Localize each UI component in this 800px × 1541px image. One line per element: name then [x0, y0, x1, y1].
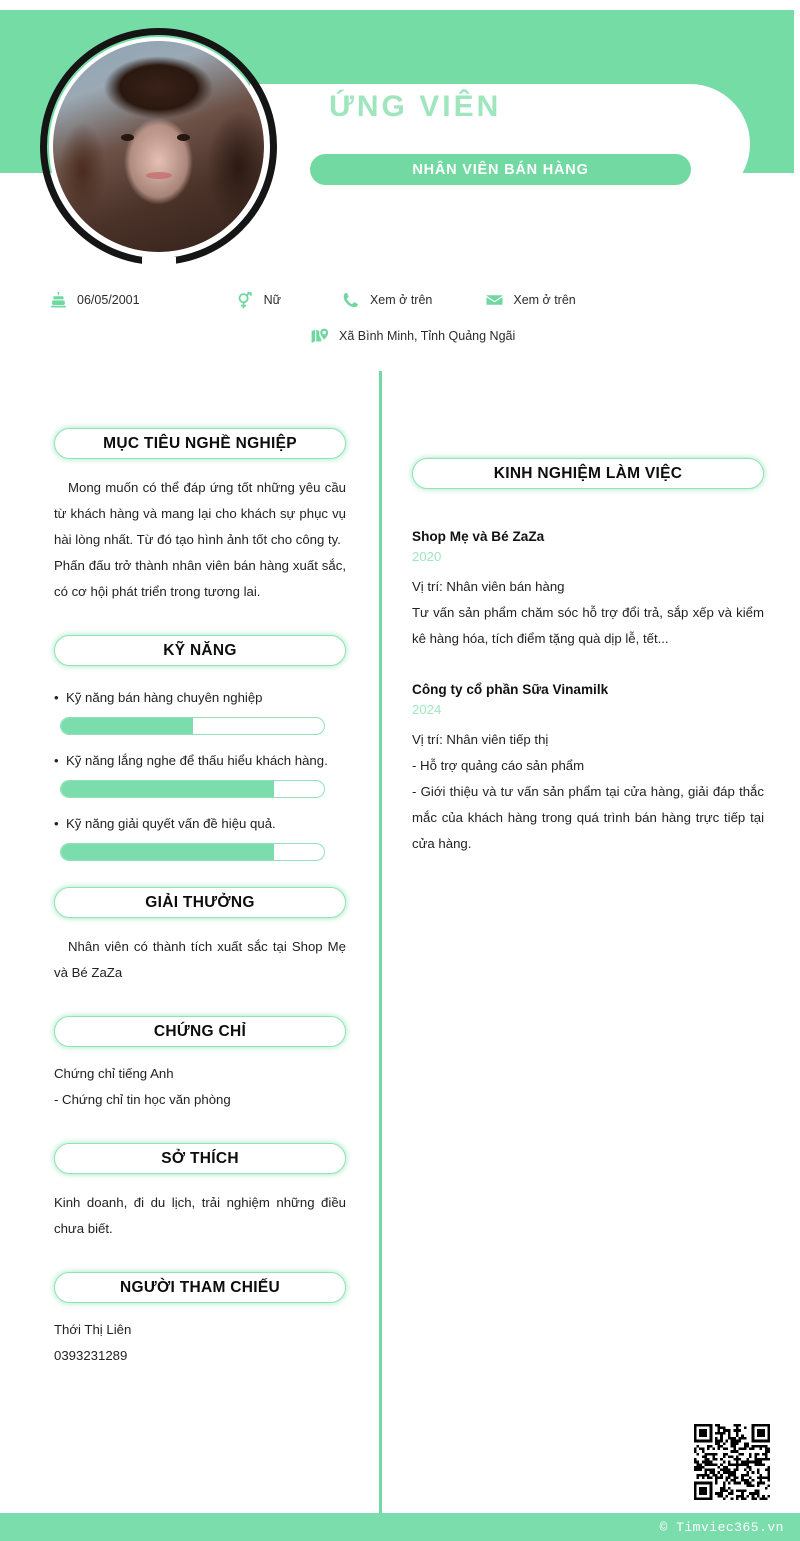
- skill-progress-track: [60, 843, 325, 861]
- contact-row-primary: [0, 286, 800, 314]
- skill-item: [54, 751, 346, 798]
- hobbies-paragraph: Kinh doanh, đi du lịch, trải nghiệm những điều chưa biết.: [54, 1195, 346, 1236]
- experience-line: Vị trí: Nhân viên tiếp thị: [412, 732, 549, 747]
- skill-item: [54, 688, 346, 735]
- reference-phone: 0393231289: [54, 1348, 128, 1363]
- section-heading-reference: NGƯỜI THAM CHIẾU: [54, 1272, 346, 1303]
- skill-progress-track: [60, 717, 325, 735]
- reference-section: [54, 1272, 346, 1369]
- skill-progress-fill: [61, 781, 274, 797]
- envelope-icon: [484, 290, 504, 310]
- certificates-list: [54, 1061, 346, 1113]
- cake-icon: [48, 290, 68, 310]
- contact-email-value: Xem ở trên: [513, 293, 576, 307]
- job-title-badge: NHÂN VIÊN BÁN HÀNG: [310, 154, 691, 185]
- contact-address: [310, 326, 515, 346]
- objective-paragraph-2: Phấn đấu trở thành nhân viên bán hàng xuất sắc, có cơ hội phát triển trong tương lai.: [54, 558, 346, 599]
- skill-label: [54, 688, 346, 708]
- contact-info: [0, 286, 800, 350]
- reference-name: Thới Thị Liên: [54, 1322, 132, 1337]
- experience-item: [412, 529, 764, 652]
- header: [0, 0, 800, 290]
- avatar-ring-gap: [142, 257, 176, 269]
- experience-line: - Hỗ trợ quảng cáo sản phẩm: [412, 758, 585, 773]
- section-heading-certificates: CHỨNG CHỈ: [54, 1016, 346, 1047]
- skill-progress-fill: [61, 718, 193, 734]
- certificate-line: Chứng chỉ tiếng Anh: [54, 1066, 174, 1081]
- awards-section: [54, 887, 346, 986]
- experience-description: [412, 574, 764, 652]
- objective-paragraph-1: Mong muốn có thể đáp ứng tốt những yêu cầu từ khách hàng và mang lại cho khách sự phục vụ hài lòng nhất. Từ đó tạo hình ảnh tốt cho công ty.: [54, 480, 346, 547]
- footer-bar: [0, 1513, 800, 1541]
- contact-gender: [235, 290, 281, 310]
- experience-list: [412, 529, 764, 857]
- objective-text: [54, 475, 346, 605]
- awards-text: [54, 934, 346, 986]
- left-column: [54, 428, 346, 1369]
- map-pin-icon: [310, 326, 330, 346]
- experience-year: 2024: [412, 702, 442, 717]
- experience-line: Vị trí: Nhân viên bán hàng: [412, 579, 565, 594]
- contact-phone-value: Xem ở trên: [369, 293, 433, 307]
- section-heading-awards: GIẢI THƯỞNG: [54, 887, 346, 918]
- avatar: [40, 28, 277, 265]
- skill-label: [54, 751, 346, 771]
- contact-phone[interactable]: [341, 290, 432, 310]
- section-heading-skills: KỸ NĂNG: [54, 635, 346, 666]
- section-heading-objective: MỤC TIÊU NGHỀ NGHIỆP: [54, 428, 346, 459]
- hobbies-text: [54, 1190, 346, 1242]
- experience-line: - Giới thiệu và tư vấn sản phẩm tại cửa hàng, giải đáp thắc mắc của khách hàng trong quá trình bán hàng trực tiếp tại cửa hàng.: [412, 784, 764, 851]
- qr-code[interactable]: [694, 1424, 770, 1500]
- bullet-icon: •: [54, 753, 59, 768]
- experience-description: [412, 727, 764, 857]
- contact-gender-value: Nữ: [263, 293, 281, 307]
- skill-label-text: Kỹ năng lắng nghe để thấu hiểu khách hàng.: [66, 753, 328, 768]
- section-heading-experience: KINH NGHIỆM LÀM VIỆC: [412, 458, 764, 489]
- phone-icon: [341, 290, 361, 310]
- skill-label: [54, 814, 346, 834]
- experience-year: 2020: [412, 549, 442, 564]
- skills-list: [54, 688, 346, 861]
- bullet-icon: •: [54, 690, 59, 705]
- section-heading-hobbies: SỞ THÍCH: [54, 1143, 346, 1174]
- contact-row-address: [0, 322, 800, 350]
- skill-label-text: Kỹ năng bán hàng chuyên nghiệp: [66, 690, 263, 705]
- certificates-section: [54, 1016, 346, 1113]
- skill-label-text: Kỹ năng giải quyết vấn đề hiệu quả.: [66, 816, 276, 831]
- avatar-ring: [40, 28, 277, 265]
- certificate-line: - Chứng chỉ tin học văn phòng: [54, 1092, 231, 1107]
- contact-birthday-value: 06/05/2001: [77, 293, 140, 307]
- experience-item: [412, 682, 764, 857]
- right-column: [412, 458, 764, 857]
- reference-list: [54, 1317, 346, 1369]
- contact-email[interactable]: [484, 290, 575, 310]
- experience-company: Công ty cổ phần Sữa Vinamilk: [412, 682, 609, 697]
- bullet-icon: •: [54, 816, 59, 831]
- skills-section: [54, 635, 346, 861]
- awards-paragraph: Nhân viên có thành tích xuất sắc tại Shop Mẹ và Bé ZaZa: [54, 939, 346, 980]
- contact-address-value: Xã Bình Minh, Tỉnh Quảng Ngãi: [339, 329, 516, 343]
- contact-birthday: [48, 290, 140, 310]
- qr-code-image: [694, 1424, 770, 1500]
- hobbies-section: [54, 1143, 346, 1242]
- experience-company: Shop Mẹ và Bé ZaZa: [412, 529, 545, 544]
- footer-credit: © Timviec365.vn: [659, 1519, 784, 1535]
- skill-progress-track: [60, 780, 325, 798]
- column-divider: [379, 371, 382, 1513]
- experience-line: Tư vấn sản phẩm chăm sóc hỗ trợ đổi trả, sắp xếp và kiểm kê hàng hóa, tích điểm tặng quà dịp lễ, tết...: [412, 605, 764, 646]
- page-title: ỨNG VIÊN: [329, 90, 502, 123]
- skill-item: [54, 814, 346, 861]
- skill-progress-fill: [61, 844, 274, 860]
- gender-icon: [235, 290, 255, 310]
